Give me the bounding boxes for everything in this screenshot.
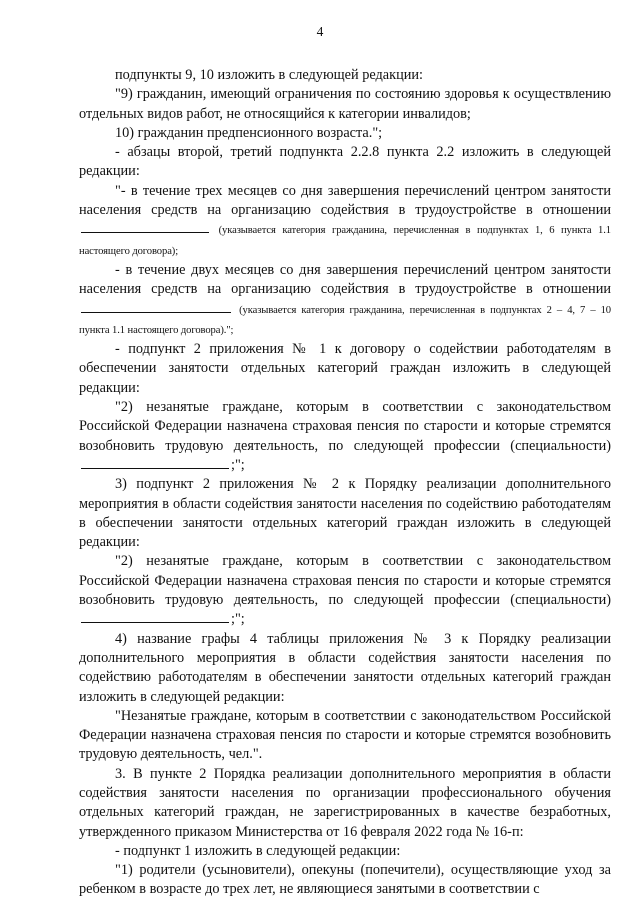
paragraph: - подпункт 1 изложить в следующей редакции:: [115, 842, 401, 859]
fill-in-blank: [81, 231, 209, 233]
paragraph-with-blank: [79, 552, 611, 629]
paragraph: 10) гражданин предпенсионного возраста.";: [115, 124, 383, 141]
paragraph-text: "2) незанятые граждане, которым в соответствии с законодательством Российской Федерации назначена страховая пенсия по старости и которые стремятся возобновить трудовую деятельность, по следующей профессии (специальности): [79, 399, 611, 454]
paragraph: - абзацы второй, третий подпункта 2.2.8 пункта 2.2 изложить в следующей редакции:: [79, 144, 611, 180]
paragraph-text: - в течение двух месяцев со дня завершения перечислений центром занятости населения средств на организацию содействия в трудоустройстве в отношении: [79, 261, 611, 298]
paragraph: "1) родители (усыновители), опекуны (попечители), осуществляющие уход за ребенком в возрасте до трех лет, не являющиеся занятыми в соответствии с: [79, 862, 611, 898]
fill-in-blank: [81, 311, 231, 313]
paragraph-text: "- в течение трех месяцев со дня завершения перечислений центром занятости населения средств на организацию содействия в трудоустройстве в отношении: [79, 182, 611, 219]
paragraph: 3) подпункт 2 приложения № 2 к Порядку реализации дополнительного мероприятия в области содействия занятости населения по содействию работодателям в обеспечении занятости отдельных категорий граждан изложить в следующей редакции:: [79, 476, 611, 551]
paragraph: подпункты 9, 10 изложить в следующей редакции:: [115, 67, 424, 83]
paragraph-note: (указывается категория гражданина, перечисленная в подпунктах 1, 6 пункта 1.1 настоящего договора);: [79, 225, 611, 257]
paragraph: "9) гражданин, имеющий ограничения по состоянию здоровья к осуществлению отдельных видов работ, не относящийся к категории инвалидов;: [79, 86, 611, 122]
fill-in-blank: [81, 621, 229, 623]
paragraph: 3. В пункте 2 Порядка реализации дополнительного мероприятия в области содействия занятости населения по организации профессионального обучения отдельных категорий граждан, не зарегистрированных в качестве безработных, утвержденного приказом Министерства от 16 февраля 2022 года № 16-п:: [79, 765, 611, 840]
paragraph-tail: ;";: [231, 456, 245, 473]
paragraph-text: "2) незанятые граждане, которым в соответствии с законодательством Российской Федерации назначена страховая пенсия по старости и которые стремятся возобновить трудовую деятельность, по следующей профессии (специальности): [79, 553, 611, 609]
paragraph: "Незанятые граждане, которым в соответствии с законодательством Российской Федерации назначена страховая пенсия по старости и которые стремятся возобновить трудовую деятельность, чел.".: [79, 707, 611, 763]
paragraph-with-blank: [79, 182, 611, 261]
paragraph: - подпункт 2 приложения № 1 к договору о содействии работодателям в обеспечении занятости отдельных категорий граждан изложить в следующей редакции:: [79, 341, 611, 396]
fill-in-blank: [81, 467, 229, 469]
paragraph-note: (указывается категория гражданина, перечисленная в подпунктах 2 – 4, 7 – 10 пункта 1.1 настоящего договора).";: [79, 304, 611, 336]
paragraph-with-blank: [79, 398, 611, 475]
paragraph-tail: ;";: [231, 611, 245, 628]
paragraph: 4) название графы 4 таблицы приложения № 3 к Порядку реализации дополнительного мероприятия в области содействия занятости населения по содействию работодателям в обеспечении занятости отдельных категорий граждан изложить в следующей редакции:: [79, 630, 611, 705]
page-number: 4: [316, 24, 324, 39]
document-body: [79, 66, 611, 900]
paragraph-with-blank: [79, 261, 611, 340]
